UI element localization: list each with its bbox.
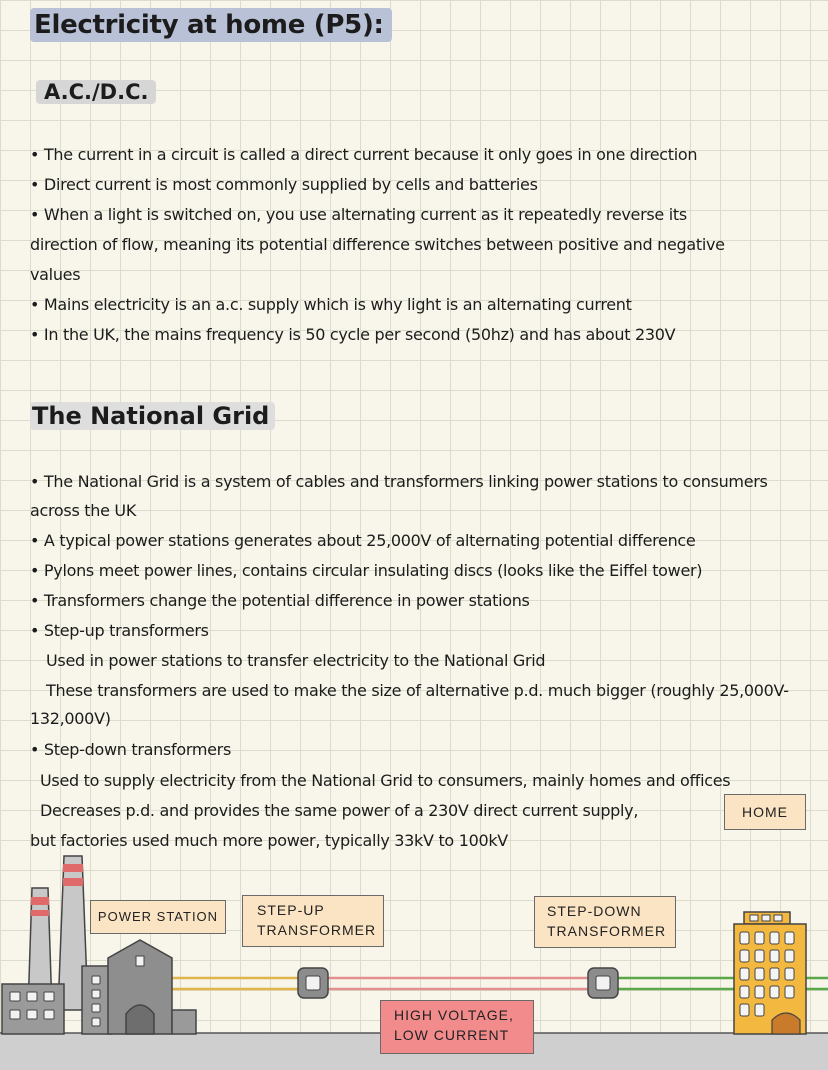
step-up-label-line1: STEP-UP	[257, 902, 325, 918]
grid-line: 132,000V)	[30, 709, 111, 728]
high-voltage-line1: HIGH VOLTAGE,	[394, 1007, 514, 1023]
ac-dc-line: direction of flow, meaning its potential difference switches between positive and negative	[30, 235, 725, 254]
power-station-label: POWER STATION	[90, 900, 226, 934]
ac-dc-line: • When a light is switched on, you use alternating current as it repeatedly reverse its	[30, 205, 687, 224]
ac-dc-line: • Mains electricity is an a.c. supply which is why light is an alternating current	[30, 295, 632, 314]
step-down-label	[534, 896, 676, 948]
step-down-transformer-icon	[588, 968, 618, 998]
step-down-label-line2: TRANSFORMER	[547, 923, 667, 939]
page-title: Electricity at home (P5):	[30, 8, 392, 42]
step-down-label-line1: STEP-DOWN	[547, 903, 642, 919]
grid-line: Decreases p.d. and provides the same power of a 230V direct current supply,	[40, 801, 639, 820]
ac-dc-line: • The current in a circuit is called a direct current because it only goes in one direction	[30, 145, 698, 164]
grid-line: Used to supply electricity from the National Grid to consumers, mainly homes and offices	[40, 771, 731, 790]
grid-line: • Step-down transformers	[30, 740, 231, 759]
grid-line: • The National Grid is a system of cables and transformers linking power stations to consumers	[30, 472, 768, 491]
national-grid-heading: The National Grid	[30, 402, 275, 430]
grid-line: • Pylons meet power lines, contains circular insulating discs (looks like the Eiffel tower)	[30, 561, 703, 580]
grid-line: • Transformers change the potential difference in power stations	[30, 591, 530, 610]
high-voltage-label	[380, 1000, 534, 1054]
step-up-label	[242, 895, 384, 947]
grid-line: • Step-up transformers	[30, 621, 209, 640]
high-voltage-line2: LOW CURRENT	[394, 1027, 510, 1043]
ac-dc-heading: A.C./D.C.	[36, 80, 156, 104]
ac-dc-line: values	[30, 265, 81, 284]
ac-dc-line: • In the UK, the mains frequency is 50 cycle per second (50hz) and has about 230V	[30, 325, 676, 344]
low-voltage-wires	[170, 978, 302, 989]
high-voltage-wires	[326, 978, 592, 989]
grid-line: across the UK	[30, 501, 137, 520]
home-label: HOME	[724, 794, 806, 830]
grid-line: Used in power stations to transfer electricity to the National Grid	[46, 651, 546, 670]
ac-dc-line: • Direct current is most commonly supplied by cells and batteries	[30, 175, 538, 194]
home-building	[734, 912, 806, 1034]
grid-line: • A typical power stations generates about 25,000V of alternating potential difference	[30, 531, 696, 550]
grid-line: but factories used much more power, typically 33kV to 100kV	[30, 831, 508, 850]
grid-line: These transformers are used to make the size of alternative p.d. much bigger (roughly 25,000V-	[46, 681, 789, 700]
step-up-label-line2: TRANSFORMER	[257, 922, 377, 938]
step-up-transformer-icon	[298, 968, 328, 998]
